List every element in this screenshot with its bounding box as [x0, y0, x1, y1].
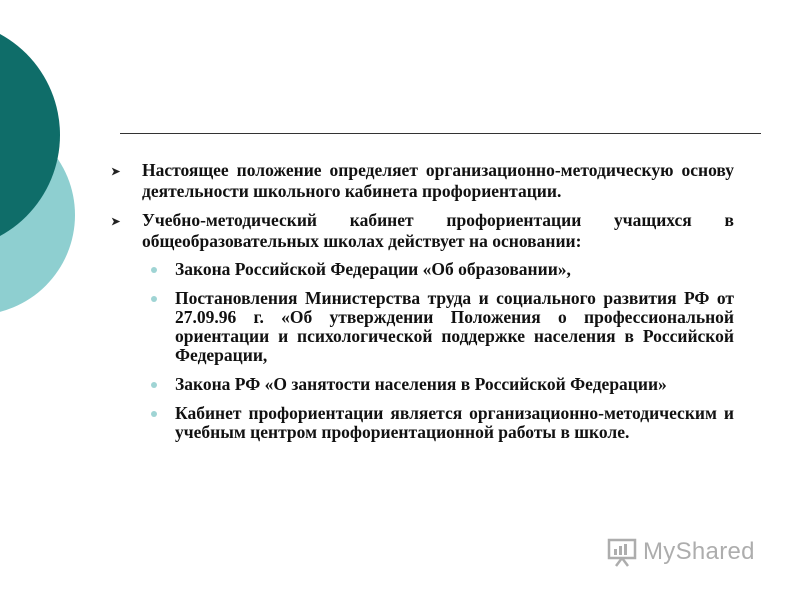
bullet-text: Учебно-методический кабинет профориентации учащихся в общеобразовательных школах действует на основании: — [142, 210, 734, 251]
presentation-board-icon — [607, 537, 637, 567]
dot-bullet-icon — [151, 411, 157, 417]
sub-bullet-item — [108, 289, 734, 365]
dot-bullet-icon — [151, 296, 157, 302]
watermark-text: MyShared — [643, 538, 755, 565]
dot-bullet-icon — [151, 267, 157, 273]
bullet-text: Настоящее положение определяет организационно-методическую основу деятельности школьного кабинета профориентации. — [142, 160, 734, 201]
bullet-item — [108, 160, 734, 202]
dot-bullet-icon — [151, 382, 157, 388]
sub-bullet-item — [108, 404, 734, 442]
sub-bullet-text: Кабинет профориентации является организационно-методическим и учебным центром профориентационной работы в школе. — [175, 403, 734, 442]
sub-bullet-text: Закона РФ «О занятости населения в Российской Федерации» — [175, 374, 667, 394]
arrow-bullet-icon: ➤ — [111, 166, 121, 178]
sub-bullet-text: Постановления Министерства труда и социального развития РФ от 27.09.96 г. «Об утверждении Положения о профессиональной ориентации и психологической поддержке населения в Российской Федерации, — [175, 288, 734, 365]
sub-bullet-item — [108, 260, 734, 279]
bullet-item — [108, 210, 734, 252]
watermark — [607, 535, 755, 569]
sub-bullet-text: Закона Российской Федерации «Об образовании», — [175, 259, 571, 279]
title-divider — [120, 133, 761, 134]
arrow-bullet-icon: ➤ — [111, 216, 121, 228]
slide-body — [108, 160, 734, 452]
sub-bullet-item — [108, 375, 734, 394]
